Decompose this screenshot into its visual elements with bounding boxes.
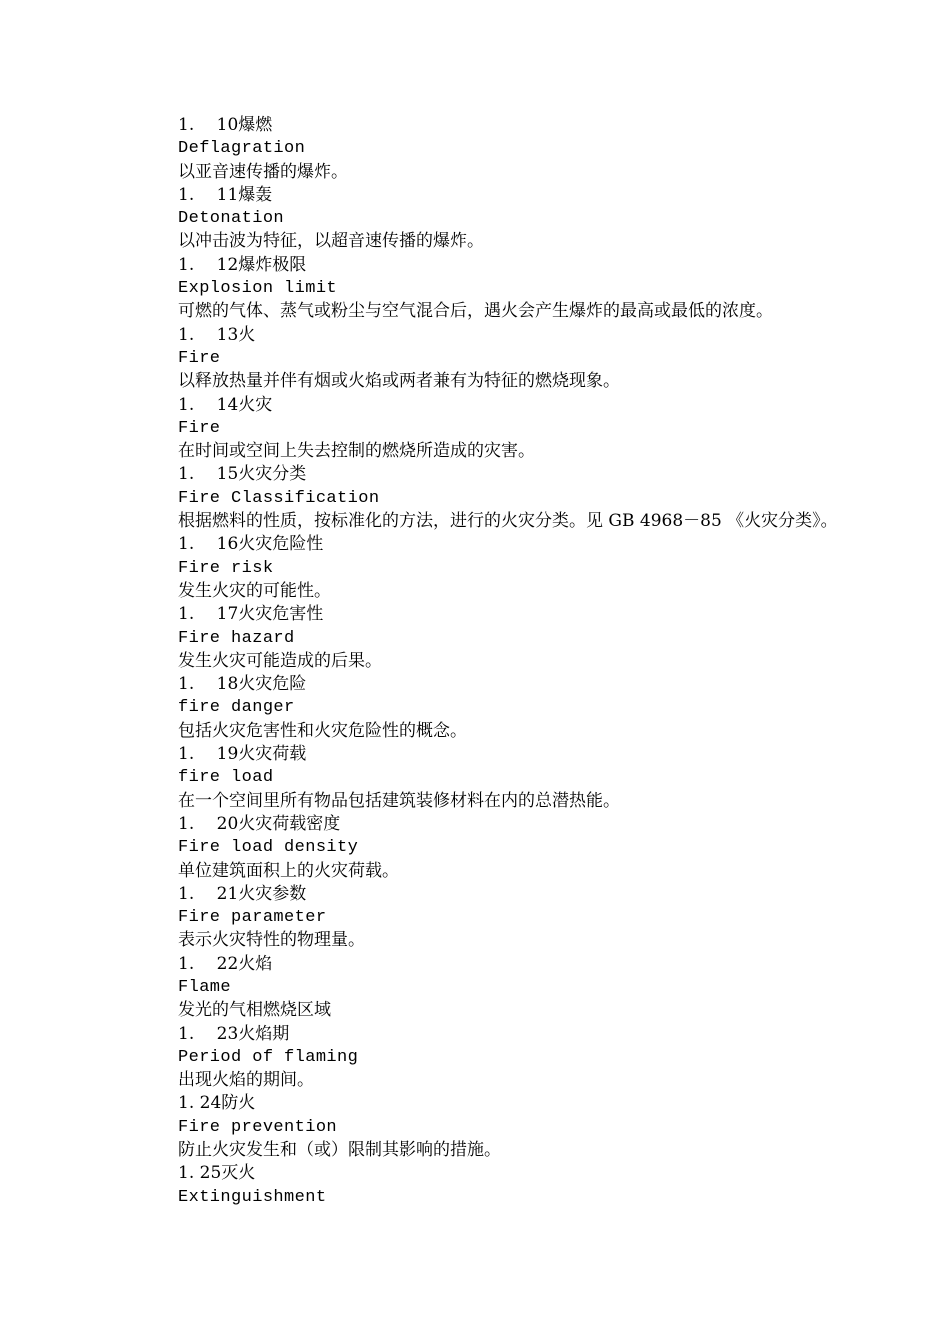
term-entry [138, 603, 846, 673]
term-english: Fire parameter [178, 908, 327, 928]
term-english: fire load [178, 768, 274, 788]
term-english: Extinguishment [178, 1187, 327, 1207]
term-title: 灭火 [221, 1163, 256, 1184]
term-heading [138, 463, 846, 486]
term-entry [138, 533, 846, 603]
term-title: 火灾危险性 [238, 534, 324, 555]
term-heading [138, 603, 846, 626]
term-english: Period of flaming [178, 1047, 359, 1067]
term-definition: 以亚音速传播的爆炸。 [178, 161, 348, 182]
term-title: 火灾危险 [238, 674, 307, 695]
term-title: 火焰期 [238, 1023, 290, 1044]
term-definition: 防止火灾发生和（或）限制其影响的措施。 [178, 1140, 501, 1161]
term-definition: 包括火灾危害性和火灾危险性的概念。 [178, 720, 467, 741]
term-english: Fire load density [178, 838, 359, 858]
term-entry [138, 673, 846, 743]
term-title: 火灾参数 [238, 883, 307, 904]
term-entry [138, 883, 846, 953]
term-number: 1. 12 [178, 254, 239, 275]
term-number: 1. 16 [178, 534, 239, 555]
term-definition: 发生火灾可能造成的后果。 [178, 650, 382, 671]
term-english: Detonation [178, 209, 285, 229]
term-heading [138, 883, 846, 906]
term-entry [138, 394, 846, 464]
term-number: 1. 21 [178, 883, 239, 904]
term-english: Explosion limit [178, 279, 338, 299]
term-number: 1. 10 [178, 115, 239, 135]
term-title: 火灾危害性 [238, 604, 324, 625]
term-heading [138, 394, 846, 417]
term-title: 爆炸极限 [238, 254, 307, 275]
term-heading [138, 1162, 846, 1185]
term-heading [138, 953, 846, 976]
term-definition: 可燃的气体、蒸气或粉尘与空气混合后，遇火会产生爆炸的最高或最低的浓度。 [178, 301, 773, 322]
term-definition: 根据燃料的性质，按标准化的方法，进行的火灾分类。见 GB 4968－85 《火灾分类》。 [178, 511, 838, 532]
term-definition: 发光的气相燃烧区域 [178, 1000, 331, 1021]
term-heading [138, 254, 846, 277]
term-entry [138, 743, 846, 813]
term-entry [138, 1023, 846, 1093]
term-heading [138, 813, 846, 836]
term-entry [138, 184, 846, 254]
term-heading [138, 533, 846, 556]
term-title: 火 [238, 324, 256, 345]
term-number: 1. 19 [178, 744, 239, 765]
term-heading [138, 1092, 846, 1115]
term-title: 火灾荷载密度 [238, 813, 341, 834]
term-english: Fire hazard [178, 628, 295, 648]
term-heading [138, 673, 846, 696]
term-english: Fire prevention [178, 1117, 338, 1137]
term-number: 1. 11 [178, 184, 239, 205]
term-entry [138, 953, 846, 1023]
term-entry [138, 254, 846, 324]
term-english: Fire risk [178, 558, 274, 578]
term-title: 防火 [221, 1093, 256, 1114]
term-number: 1. 24 [178, 1093, 222, 1114]
term-number: 1. 18 [178, 674, 239, 695]
term-title: 火灾荷载 [238, 744, 307, 765]
term-definition: 以冲击波为特征，以超音速传播的爆炸。 [178, 231, 484, 252]
term-definition: 以释放热量并伴有烟或火焰或两者兼有为特征的燃烧现象。 [178, 371, 620, 392]
term-number: 1. 25 [178, 1163, 222, 1184]
term-english: Fire [178, 418, 221, 438]
term-entry [138, 1092, 846, 1162]
term-number: 1. 13 [178, 324, 239, 345]
term-number: 1. 15 [178, 464, 239, 485]
term-english: Flame [178, 977, 232, 997]
term-entry [138, 813, 846, 883]
term-heading [138, 1023, 846, 1046]
document-body [138, 114, 846, 1209]
term-heading [138, 324, 846, 347]
term-heading [138, 184, 846, 207]
term-number: 1. 20 [178, 813, 239, 834]
term-english: fire danger [178, 698, 295, 718]
term-definition: 在时间或空间上失去控制的燃烧所造成的灾害。 [178, 441, 535, 462]
term-heading [138, 743, 846, 766]
term-entry [138, 463, 846, 533]
term-entry [138, 324, 846, 394]
term-english: Fire [178, 348, 221, 368]
term-definition: 在一个空间里所有物品包括建筑装修材料在内的总潜热能。 [178, 790, 620, 811]
term-definition: 出现火焰的期间。 [178, 1070, 314, 1091]
term-definition: 表示火灾特性的物理量。 [178, 930, 365, 951]
term-number: 1. 22 [178, 953, 239, 974]
term-heading [138, 114, 846, 137]
term-title: 火灾分类 [238, 464, 307, 485]
term-entry [138, 1162, 846, 1209]
term-definition: 单位建筑面积上的火灾荷载。 [178, 860, 399, 881]
term-number: 1. 17 [178, 604, 239, 625]
term-title: 火灾 [238, 394, 273, 415]
term-number: 1. 23 [178, 1023, 239, 1044]
term-definition: 发生火灾的可能性。 [178, 580, 331, 601]
term-english: Fire Classification [178, 488, 380, 508]
term-english: Deflagration [178, 139, 306, 159]
term-title: 火焰 [238, 953, 273, 974]
term-title: 爆燃 [238, 115, 273, 135]
term-title: 爆轰 [238, 184, 273, 205]
term-number: 1. 14 [178, 394, 239, 415]
term-entry [138, 114, 846, 184]
